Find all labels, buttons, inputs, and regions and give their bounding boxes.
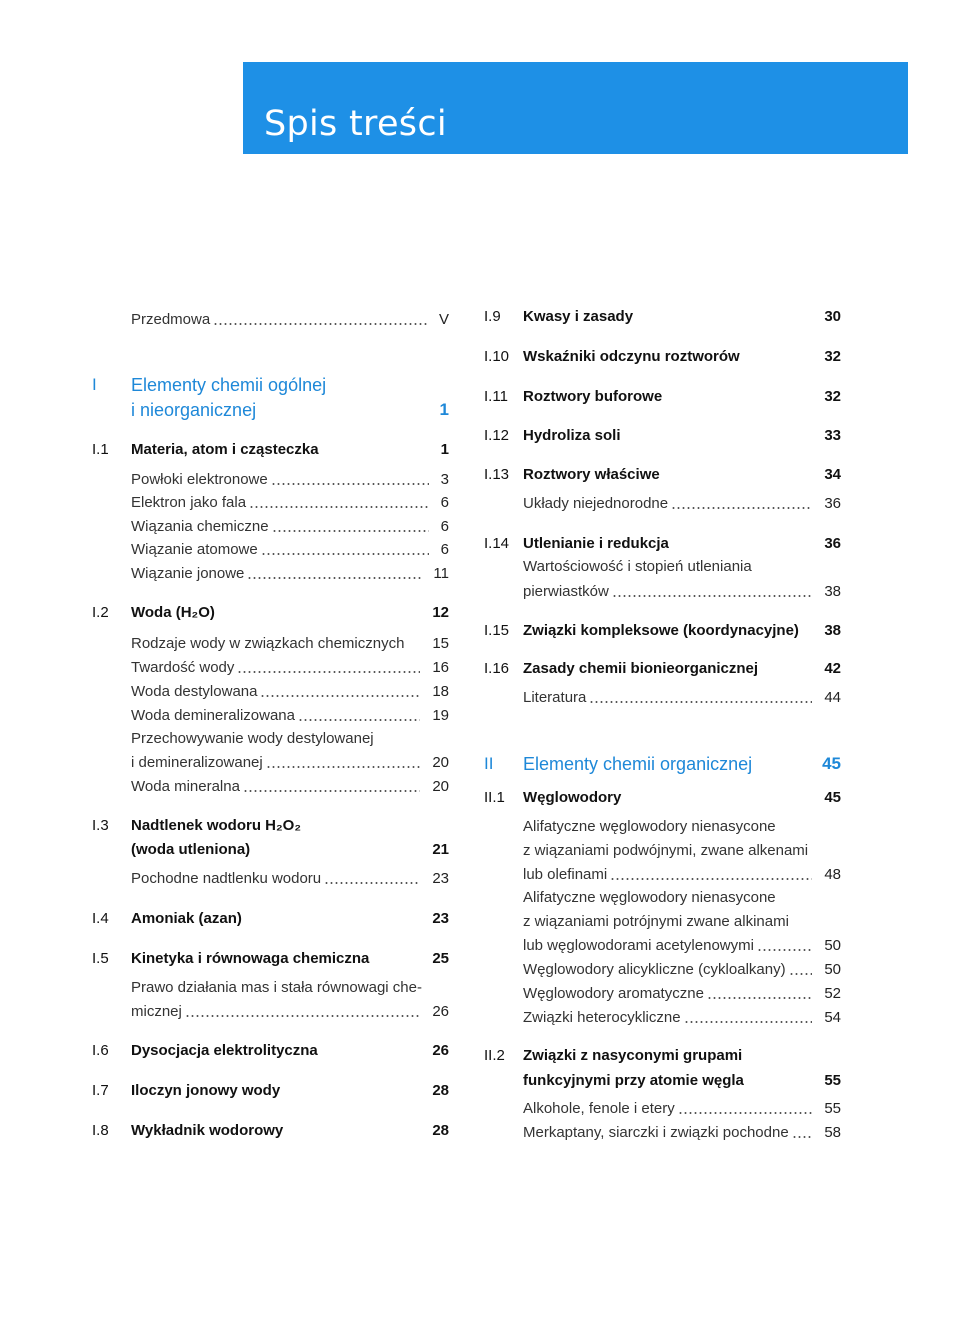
toc-page-number: 23 bbox=[432, 870, 449, 887]
toc-entry-title: z wiązaniami potrójnymi zwane alkinami bbox=[523, 913, 789, 930]
toc-entry-title: Alifatyczne węglowodory nienasycone bbox=[523, 889, 776, 906]
toc-page-number: 20 bbox=[432, 754, 449, 771]
toc-page-number: 6 bbox=[440, 541, 449, 558]
toc-page-number: 38 bbox=[824, 583, 841, 600]
toc-entry-title: Związki z nasyconymi grupami bbox=[523, 1047, 743, 1064]
toc-entry-title: Elementy chemii organicznej bbox=[523, 754, 753, 774]
toc-entry-title: Elektron jako fala bbox=[131, 494, 247, 511]
dot-leader bbox=[249, 506, 429, 508]
toc-entry-title: Kinetyka i równowaga chemiczna bbox=[131, 950, 370, 967]
toc-page-number: 44 bbox=[824, 689, 841, 706]
toc-page-number: 26 bbox=[432, 1042, 449, 1059]
toc-page-number: 28 bbox=[432, 1082, 449, 1099]
toc-entry-title: lub olefinami bbox=[523, 866, 608, 883]
toc-page-number: 6 bbox=[440, 518, 449, 535]
toc-entry-title: Utlenianie i redukcja bbox=[523, 535, 669, 552]
dot-leader bbox=[243, 790, 420, 792]
dot-leader bbox=[261, 553, 429, 555]
toc-page-number: 26 bbox=[432, 1003, 449, 1020]
page-title: Spis treści bbox=[264, 104, 447, 144]
toc-entry-title: Iloczyn jonowy wody bbox=[131, 1082, 281, 1099]
toc-page-number: 45 bbox=[824, 789, 841, 806]
toc-entry-title: Wiązanie atomowe bbox=[131, 541, 258, 558]
toc-page-number: 38 bbox=[824, 622, 841, 639]
toc-entry-title: Woda (H₂O) bbox=[131, 604, 215, 621]
dot-leader bbox=[707, 997, 812, 999]
toc-page-number: 55 bbox=[824, 1100, 841, 1117]
dot-leader bbox=[260, 695, 420, 697]
toc-page-number: 3 bbox=[440, 471, 449, 488]
toc-page-number: 55 bbox=[824, 1072, 841, 1089]
toc-entry-title: Dysocjacja elektrolityczna bbox=[131, 1042, 318, 1059]
toc-entry-title: Wykładnik wodorowy bbox=[131, 1122, 284, 1139]
toc-entry-title: micznej bbox=[131, 1003, 182, 1020]
dot-leader bbox=[678, 1112, 813, 1114]
dot-leader bbox=[324, 882, 420, 884]
toc-entry-number: I.15 bbox=[484, 622, 510, 639]
toc-entry-title: Roztwory właściwe bbox=[523, 466, 660, 483]
toc-entry-number: I.12 bbox=[484, 427, 510, 444]
toc-entry-number: I.7 bbox=[92, 1082, 109, 1099]
toc-entry-number: I.6 bbox=[92, 1042, 109, 1059]
toc-entry-number: I.14 bbox=[484, 535, 510, 552]
toc-entry-title: Hydroliza soli bbox=[523, 427, 621, 444]
toc-entry-title: Elementy chemii ogólnej bbox=[131, 375, 327, 395]
toc-page-number: 54 bbox=[824, 1009, 841, 1026]
toc-entry-title: Węglowodory bbox=[523, 789, 622, 806]
toc-page-number: 33 bbox=[824, 427, 841, 444]
toc-entry-title: Związki heterocykliczne bbox=[523, 1009, 681, 1026]
toc-entry-title: Kwasy i zasady bbox=[523, 308, 634, 325]
dot-leader bbox=[185, 1015, 420, 1017]
dot-leader bbox=[757, 949, 812, 951]
toc-entry-title: Alkohole, fenole i etery bbox=[523, 1100, 675, 1117]
toc-entry-title: Roztwory buforowe bbox=[523, 388, 663, 405]
toc-entry-number: II.1 bbox=[484, 789, 505, 806]
toc-entry-number: I.16 bbox=[484, 660, 510, 677]
toc-entry-title: (woda utleniona) bbox=[131, 841, 251, 858]
toc-page-number: 50 bbox=[824, 961, 841, 978]
toc-entry-title: Związki kompleksowe (koordynacyjne) bbox=[523, 622, 799, 639]
toc-entry-title: pierwiastków bbox=[523, 583, 609, 600]
toc-entry-title: lub węglowodorami acetylenowymi bbox=[523, 937, 754, 954]
toc-entry-title: Prawo działania mas i stała równowagi che- bbox=[131, 979, 422, 996]
toc-entry-title: Materia, atom i cząsteczka bbox=[131, 441, 319, 458]
dot-leader bbox=[789, 973, 813, 975]
toc-entry-title: Węglowodory alicykliczne (cykloalkany) bbox=[523, 961, 786, 978]
toc-entry-number: I.2 bbox=[92, 604, 109, 621]
toc-entry-title: i demineralizowanej bbox=[131, 754, 263, 771]
toc-entry-title: Układy niejednorodne bbox=[523, 495, 669, 512]
toc-page-number: 1 bbox=[439, 400, 449, 419]
toc-entry-title: Zasady chemii bionieorganicznej bbox=[523, 660, 759, 677]
toc-entry-title: Przedmowa bbox=[131, 311, 211, 328]
toc-page-number: V bbox=[438, 311, 449, 328]
toc-entry-title: Nadtlenek wodoru H₂O₂ bbox=[131, 817, 302, 834]
dot-leader bbox=[792, 1136, 813, 1138]
toc-page-number: 50 bbox=[824, 937, 841, 954]
dot-leader bbox=[271, 483, 429, 485]
toc-page-number: 25 bbox=[432, 950, 449, 967]
toc-entry-title: Przechowywanie wody destylowanej bbox=[131, 730, 374, 747]
dot-leader bbox=[589, 701, 812, 703]
dot-leader bbox=[272, 530, 429, 532]
toc-page-number: 36 bbox=[824, 495, 841, 512]
toc-entry-number: I.5 bbox=[92, 950, 109, 967]
toc-entry-title: Wiązanie jonowe bbox=[131, 565, 245, 582]
toc-page-number: 42 bbox=[824, 660, 841, 677]
toc-entry-number: II.2 bbox=[484, 1047, 505, 1064]
dot-leader bbox=[298, 719, 420, 721]
toc-page-number: 36 bbox=[824, 535, 841, 552]
toc-entry-number: I.4 bbox=[92, 910, 109, 927]
toc-entry-title: Powłoki elektronowe bbox=[131, 471, 268, 488]
toc-page-number: 15 bbox=[432, 635, 449, 652]
toc-entry-title: Literatura bbox=[523, 689, 587, 706]
toc-page-number: 16 bbox=[432, 659, 449, 676]
toc-page-number: 30 bbox=[824, 308, 841, 325]
toc-entry-title: Twardość wody bbox=[131, 659, 235, 676]
toc-entry-title: Woda mineralna bbox=[131, 778, 240, 795]
toc-page-number: 52 bbox=[824, 985, 841, 1002]
toc-page-number: 23 bbox=[432, 910, 449, 927]
toc-entry-number: I.1 bbox=[92, 441, 109, 458]
toc-entry-title: funkcyjnymi przy atomie węgla bbox=[523, 1072, 744, 1089]
toc-entry-title: Pochodne nadtlenku wodoru bbox=[131, 870, 322, 887]
toc-page-number: 18 bbox=[432, 683, 449, 700]
toc-page-number: 1 bbox=[440, 441, 449, 458]
dot-leader bbox=[610, 878, 812, 880]
toc-entry-title: Wartościowość i stopień utleniania bbox=[523, 558, 752, 575]
toc-entry-title: Rodzaje wody w związkach chemicznych bbox=[131, 635, 405, 652]
toc-entry-number: I.13 bbox=[484, 466, 510, 483]
dot-leader bbox=[684, 1021, 813, 1023]
dot-leader bbox=[671, 507, 812, 509]
toc-page-number: 21 bbox=[432, 841, 449, 858]
toc-page-number: 20 bbox=[432, 778, 449, 795]
toc-page-number: 32 bbox=[824, 388, 841, 405]
toc-entry-number: I.11 bbox=[484, 388, 508, 405]
toc-entry-title: Woda demineralizowana bbox=[131, 707, 295, 724]
toc-page-number: 6 bbox=[440, 494, 449, 511]
toc-entry-title: Woda destylowana bbox=[131, 683, 258, 700]
dot-leader bbox=[612, 595, 812, 597]
toc-entry-number: I bbox=[92, 375, 97, 394]
toc-entry-number: I.8 bbox=[92, 1122, 109, 1139]
dot-leader bbox=[213, 323, 427, 325]
toc-page-number: 19 bbox=[432, 707, 449, 724]
toc-entry-number: I.3 bbox=[92, 817, 109, 834]
dot-leader bbox=[237, 671, 420, 673]
toc-entry-title: Merkaptany, siarczki i związki pochodne bbox=[523, 1124, 789, 1141]
toc-entry-title: Wiązania chemiczne bbox=[131, 518, 269, 535]
toc-entry-number: I.10 bbox=[484, 348, 510, 365]
toc-page-number: 28 bbox=[432, 1122, 449, 1139]
toc-entry-number: I.9 bbox=[484, 308, 501, 325]
toc-page-number: 32 bbox=[824, 348, 841, 365]
toc-entry-title: z wiązaniami podwójnymi, zwane alkenami bbox=[523, 842, 809, 859]
toc-entry-title: Amoniak (azan) bbox=[131, 910, 242, 927]
toc-entry-number: II bbox=[484, 754, 494, 773]
toc-page-number: 12 bbox=[432, 604, 449, 621]
toc-entry-title: Alifatyczne węglowodory nienasycone bbox=[523, 818, 776, 835]
toc-page-number: 34 bbox=[824, 466, 841, 483]
dot-leader bbox=[247, 577, 421, 579]
toc-entry-title: i nieorganicznej bbox=[131, 400, 257, 420]
toc-page-number: 48 bbox=[824, 866, 841, 883]
toc-entry-title: Węglowodory aromatyczne bbox=[523, 985, 704, 1002]
dot-leader bbox=[266, 766, 421, 768]
toc-entry-title: Wskaźniki odczynu roztworów bbox=[523, 348, 740, 365]
toc-page-number: 11 bbox=[433, 565, 449, 582]
toc-page-number: 58 bbox=[824, 1124, 841, 1141]
toc-page-number: 45 bbox=[822, 754, 841, 773]
